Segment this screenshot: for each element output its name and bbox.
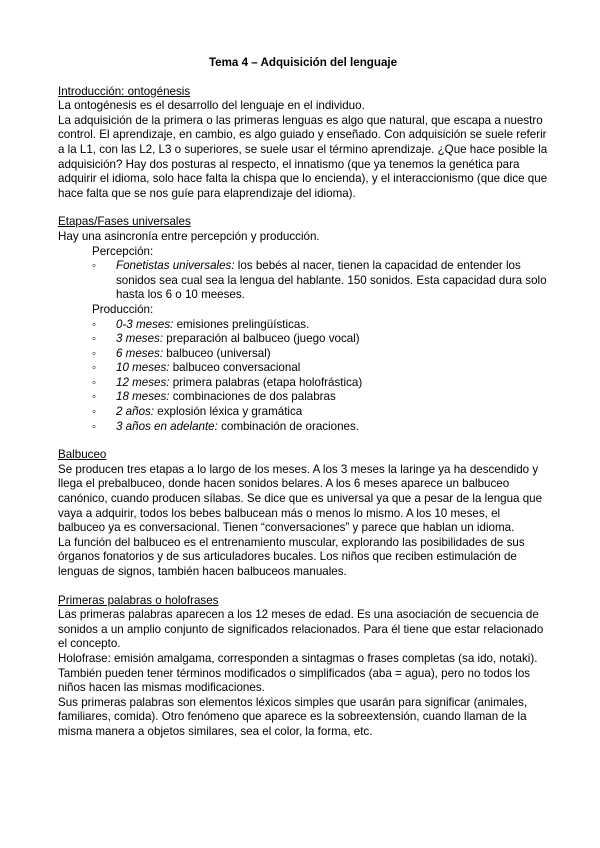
page-title: Tema 4 – Adquisición del lenguaje: [208, 56, 398, 69]
list-item-term: 6 meses:: [116, 346, 164, 360]
list-item: [92, 332, 548, 347]
intro-section: [58, 85, 548, 202]
balbuceo-paragraph-2: La función del balbuceo es el entrenamiento muscular, explorando las posibilidades de sus órganos fonatorios y de sus articuladores bucales. Los niños que reciben estimulación de lenguas de signos, también hacen balbuceos manuales.: [58, 535, 525, 578]
list-item-text: primera palabras (etapa holofrástica): [169, 375, 363, 389]
primeras-paragraph-3: También pueden tener términos modificados o simplificados (aba = agua), pero no todos los niños hacen las mismas modificaciones.: [58, 666, 531, 695]
produccion-label: Producción:: [92, 302, 154, 316]
list-item-term: 0-3 meses:: [116, 317, 174, 331]
list-item: [92, 405, 548, 420]
list-item-text: balbuceo conversacional: [169, 361, 301, 375]
primeras-heading: Primeras palabras o holofrases: [58, 593, 219, 607]
list-item-term: 3 años en adelante:: [116, 419, 218, 433]
list-item: [92, 390, 548, 405]
primeras-paragraph-4: Sus primeras palabras son elementos léxicos simples que usarán para significar (animales, familiares, comida). Otro fenómeno que aparece es la sobreextensión, cuando llaman de la misma manera a objetos similares, sea el color, la forma, etc.: [58, 695, 528, 738]
percepcion-label: Percepción:: [92, 244, 154, 258]
document-page: [58, 56, 548, 754]
list-item: [92, 259, 548, 303]
list-item: [92, 318, 548, 333]
intro-paragraph-2: La adquisición de la primera o las primeras lenguas es algo que natural, que escapa a nuestro control. El aprendizaje, en cambio, es algo guiado y enseñado. Con adquisición se suele referir a la L1, con las L2, L3 o superiores, se suele usar el término aprendizaje. ¿Que hace posible la adquisición? Hay dos posturas al respecto, el innatismo (que ya tenemos la genética para adquirir el idioma, solo hace falta la chispa que lo encienda), y el interaccionismo (que dice que hace falta que se nos guíe para elaprendizaje del idioma).: [58, 113, 548, 200]
list-item-text: combinaciones de dos palabras: [169, 390, 336, 404]
list-item: [92, 420, 548, 435]
primeras-section: [58, 594, 548, 740]
etapas-heading: Etapas/Fases universales: [58, 215, 191, 229]
list-item-term: 12 meses:: [116, 375, 170, 389]
list-item-text: los bebés al nacer, tienen la capacidad de entender los sonidos sea cual sea la lengua del hablante. 150 sonidos. Esta capacidad dura solo hasta los 6 o 10 meeses.: [116, 259, 547, 302]
intro-paragraph-1: La ontogénesis es el desarrollo del lenguaje en el individuo.: [58, 99, 365, 113]
balbuceo-paragraph-1: Se producen tres etapas a lo largo de los meses. A los 3 meses la laringe ya ha descendido y llega el prebalbuceo, donde hacen sonidos belares. A los 6 meses aparece un balbuceo canónico, cuando producen sílabas. Se dice que es universal ya que a pesar de la lengua que vaya a adquirir, todos los bebes balbucean más o menos lo mismo. A los 10 meses, el balbuceo ya es conversacional. Tienen “conversaciones” y parece que hablan un idioma.: [58, 462, 543, 535]
list-item-text: preparación al balbuceo (juego vocal): [163, 332, 360, 346]
list-item: [92, 376, 548, 391]
list-item-text: emisiones prelingüísticas.: [173, 317, 310, 331]
balbuceo-heading: Balbuceo: [58, 448, 107, 462]
list-item-term: 2 años:: [116, 405, 155, 419]
list-item-text: explosión léxica y gramática: [154, 405, 303, 419]
primeras-paragraph-1: Las primeras palabras aparecen a los 12 meses de edad. Es una asociación de secuencia de sonidos a un amplio conjunto de significados relacionados. Para él tiene que estar relacionado el concepto.: [58, 608, 544, 651]
primeras-paragraph-2: Holofrase: emisión amalgama, corresponden a sintagmas o frases completas (sa ido, notaki).: [58, 651, 538, 665]
percepcion-list: [58, 259, 548, 303]
list-item-text: combinación de oraciones.: [217, 419, 359, 433]
produccion-list: [58, 318, 548, 435]
list-item-term: 10 meses:: [116, 361, 170, 375]
list-item-text: balbuceo (universal): [163, 346, 271, 360]
list-item-term: Fonetistas universales:: [116, 259, 235, 273]
list-item-term: 3 meses:: [116, 332, 164, 346]
balbuceo-section: [58, 448, 548, 579]
etapas-section: [58, 215, 548, 434]
etapas-paragraph-1: Hay una asincronía entre percepción y producción.: [58, 229, 320, 243]
list-item: [92, 347, 548, 362]
list-item: [92, 361, 548, 376]
intro-heading: Introducción: ontogénesis: [58, 84, 191, 98]
list-item-term: 18 meses:: [116, 390, 170, 404]
